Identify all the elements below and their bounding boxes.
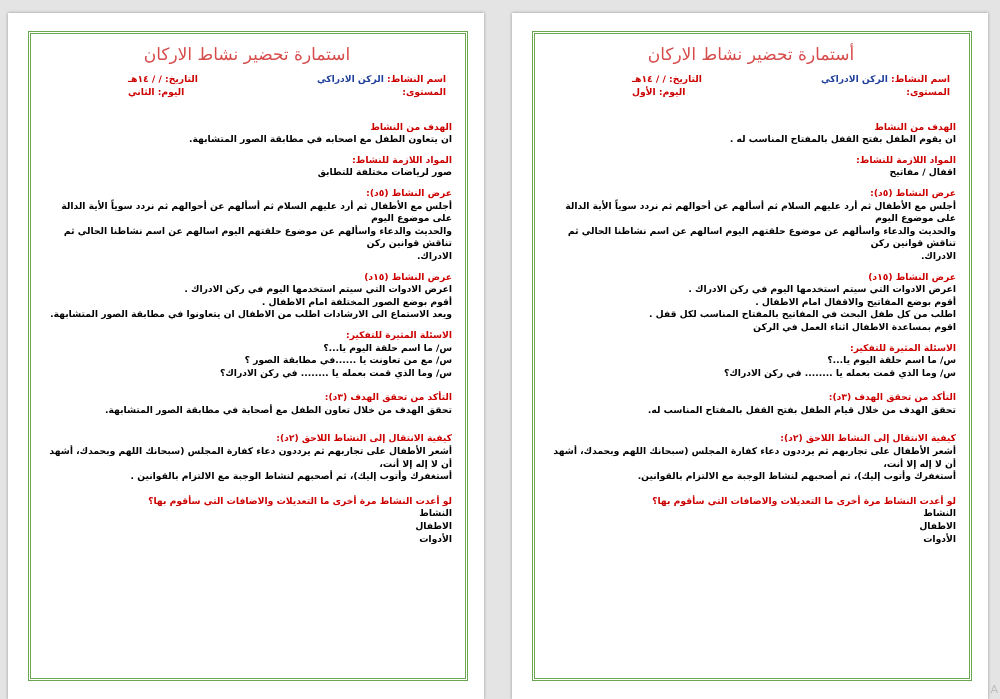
date-value: / / ١٤هـ [128,73,162,85]
level-label: المستوى: [402,86,446,98]
section-line: أجلس مع الأطفال ثم أرد عليهم السلام ثم أسألهم عن أحوالهم ثم نردد سوياً الأية الدالة على موضوع اليوم [61,200,452,225]
section-line: أشعر الأطفال على تجاربهم ثم يرددون دعاء كفارة المجلس (سبحانك اللهم وبحمدك، أشهد أن لا إله إلا أنت، [49,446,452,470]
section-heading: عرض النشاط (١٥د) [364,271,452,283]
section-line: أستغفرك وأتوب إليك)، ثم أصحبهم لنشاط الوجبة مع الالتزام بالقوانين . [130,471,452,483]
section-heading: عرض النشاط (٥د): [870,187,956,199]
page-content [42,47,452,546]
section-line: الأدوات [923,533,956,545]
section-heading: كيفية الانتقال إلى النشاط اللاحق (٢د): [276,433,452,445]
section-heading: الهدف من النشاط [874,121,956,133]
section-line: أستغفرك وأتوب إليك)، ثم أصحبهم لنشاط الوجبة مع الالتزام بالقوانين. [637,471,956,483]
questions-section [546,343,956,381]
activity-field [821,74,950,87]
goal-section [546,122,956,147]
section-heading: الاسئلة المثيرة للتفكير: [346,329,452,341]
activity-value: الركن الادراكي [316,73,384,85]
section-heading: لو أعدت النشاط مرة أخرى ما التعديلات والاضافات التي سأقوم بها؟ [148,495,452,507]
section-heading: الاسئلة المثيرة للتفكير: [850,342,956,354]
day-label: اليوم: [157,86,185,98]
section-line: الادراك. [416,250,452,262]
transition-section [546,433,956,483]
section-heading: التأكد من تحقق الهدف (٣د): [324,392,452,404]
section-line: ان يقوم الطفل بفتح القفل بالمفتاح المناسب له . [729,134,956,146]
date-value: / / ١٤هـ [632,73,666,85]
section-line: س/ ما اسم حلقة اليوم يا...؟ [323,342,452,354]
info-row-level [42,87,452,100]
section-line: النشاط [923,508,956,520]
day-value: الثاني [128,86,155,98]
section-line: أقوم بوضع الصور المختلفة امام الاطفال . [261,296,452,308]
reflection-section [546,496,956,546]
date-label: التاريخ: [165,73,198,85]
info-row-activity [546,74,956,87]
activity-label: اسم النشاط: [891,73,950,85]
document-page-right [512,13,988,699]
activity-value: الركن الادراكي [820,73,888,85]
verification-section [546,392,956,417]
section-line: اعرض الادوات التي سيتم استخدمها اليوم في ركن الادراك . [688,284,956,296]
date-field [632,74,702,87]
materials-section [42,155,452,180]
section-line: النشاط [419,508,452,520]
main-activity-section [546,272,956,335]
level-label: المستوى: [906,86,950,98]
date-field [128,74,198,87]
section-line: الادراك. [920,250,956,262]
day-field [128,87,184,100]
section-heading: عرض النشاط (١٥د) [868,271,956,283]
spacer [546,100,956,122]
section-line: اطلب من كل طفل البحث في المفاتيح بالمفتاح المناسب لكل قفل . [648,309,956,321]
section-line: س/ وما الذي قمت بعمله يا ........ في ركن الادراك؟ [724,367,956,379]
corner-mark: A [990,683,998,696]
section-line: ان يتعاون الطفل مع اصحابه في مطابقة الصور المتشابهة. [188,134,452,146]
section-line: أقوم بوضع المفاتيح والاقفال امام الاطفال . [755,296,956,308]
section-line: والحديث والدعاء واسألهم عن موضوع حلقتهم اليوم اسالهم عن اسم نشاطنا الحالي ثم تناقش قوانين ركن [567,225,956,250]
section-heading: المواد اللازمة للنشاط: [352,154,452,166]
day-field [632,87,685,100]
section-heading: التأكد من تحقق الهدف (٣د): [828,392,956,404]
info-row-activity [42,74,452,87]
day-value: الأول [632,86,656,98]
form-title: أستمارة تحضير نشاط الاركان [647,45,855,65]
page-content [546,47,956,546]
section-heading: كيفية الانتقال إلى النشاط اللاحق (٢د): [780,433,956,445]
goal-section [42,122,452,147]
activity-label: اسم النشاط: [387,73,446,85]
section-line: اقفال / مفاتيح [889,167,956,179]
section-line: اعرض الادوات التي سيتم استخدمها اليوم في ركن الادراك . [184,284,452,296]
activity-field [317,74,446,87]
section-heading: المواد اللازمة للنشاط: [856,154,956,166]
reflection-section [42,496,452,546]
transition-section [42,433,452,483]
materials-section [546,155,956,180]
section-line: س/ ما اسم حلقة اليوم يا...؟ [827,355,956,367]
section-heading: عرض النشاط (٥د): [366,187,452,199]
section-line: الاطفال [415,521,452,533]
section-line: أشعر الأطفال على تجاربهم ثم يرددون دعاء كفارة المجلس (سبحانك اللهم وبحمدك، أشهد أن لا إله إلا أنت، [553,446,956,470]
section-heading: لو أعدت النشاط مرة أخرى ما التعديلات والاضافات التي سأقوم بها؟ [652,495,956,507]
questions-section [42,330,452,380]
form-title: استمارة تحضير نشاط الاركان [143,45,351,65]
section-line: والحديث والدعاء واسألهم عن موضوع حلقتهم اليوم اسالهم عن اسم نشاطنا الحالي ثم تناقش قوانين ركن [63,225,452,250]
verification-section [42,392,452,417]
section-line: صور لرياضات مختلفة للتطابق [317,167,452,179]
section-line: الأدوات [419,533,452,545]
section-line: س/ مع من تعاونت يا ......في مطابقة الصور ؟ [244,355,452,367]
main-activity-section [42,272,452,322]
section-heading: الهدف من النشاط [370,121,452,133]
presentation-section [42,188,452,264]
section-line: الاطفال [919,521,956,533]
date-label: التاريخ: [669,73,702,85]
level-field [402,87,446,100]
document-page-left [8,13,484,699]
day-label: اليوم: [658,86,686,98]
info-row-level [546,87,956,100]
section-line: أجلس مع الأطفال ثم أرد عليهم السلام ثم أسألهم عن أحوالهم ثم نردد سوياً الأية الدالة على موضوع اليوم [565,200,956,225]
level-field [906,87,950,100]
section-line: س/ وما الذي قمت بعمله يا ........ في ركن الادراك؟ [220,367,452,379]
section-line: تحقق الهدف من خلال قيام الطفل بفتح القفل بالمفتاح المناسب له. [647,404,956,416]
presentation-section [546,188,956,264]
section-line: تحقق الهدف من خلال تعاون الطفل مع أصحابة في مطابقة الصور المتشابهة. [104,404,452,416]
spacer [42,100,452,122]
section-line: ويعد الاستماع الى الارشادات اطلب من الاطفال ان يتعاونوا في مطابقة الصور المتشابهة. [50,309,452,321]
section-line: اقوم بمساعدة الاطفال اثناء العمل في الركن [753,321,956,333]
